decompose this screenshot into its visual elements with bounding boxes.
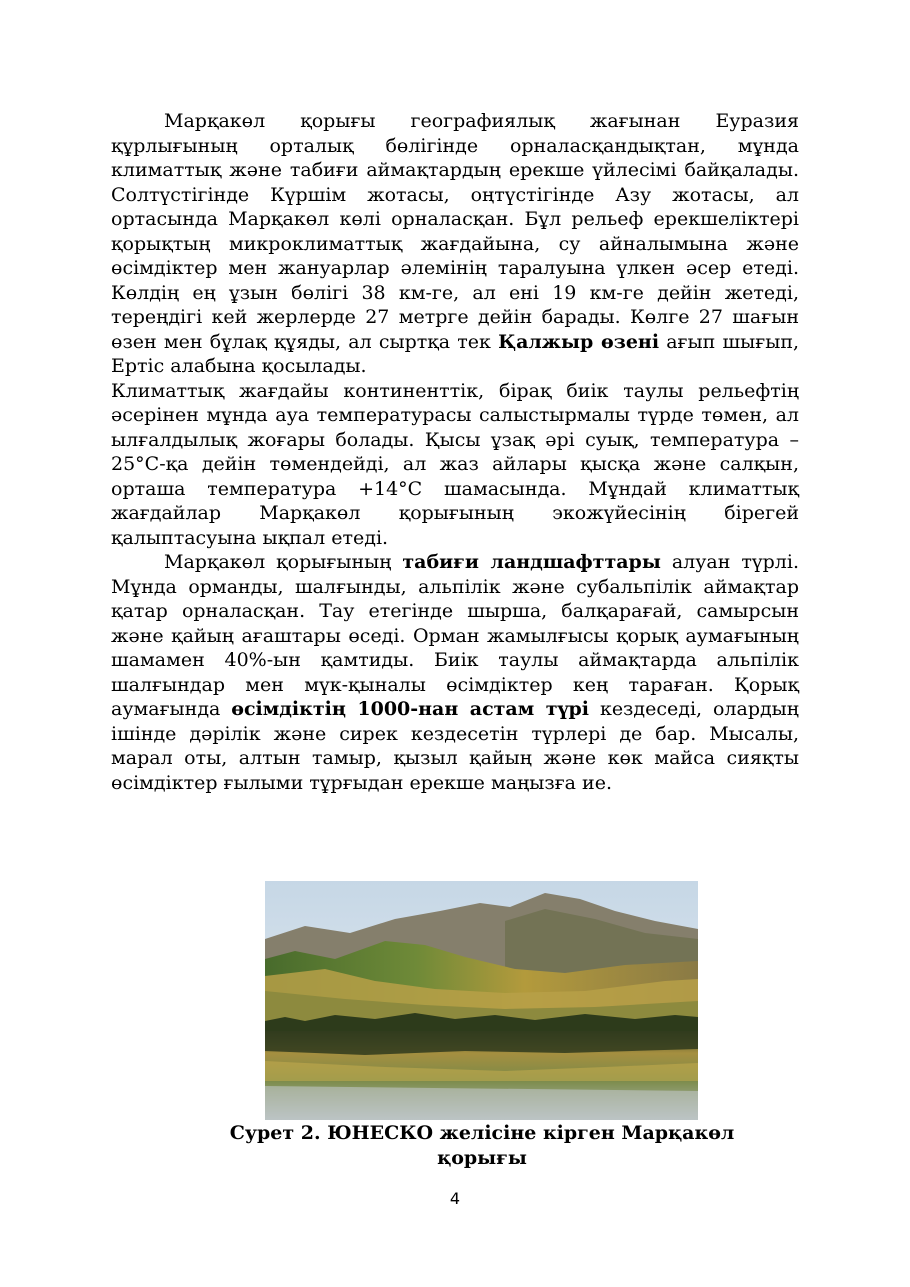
text-segment: ағып шығып, Ертіс алабына қосылады. [111,330,800,377]
caption-line-1: Сурет 2. ЮНЕСКО желісіне кірген Марқакөл [229,1122,735,1144]
caption-line-2: қорығы [437,1146,527,1169]
bold-term-kalzhyr-river: Қалжыр өзені [498,330,660,353]
text-segment: Марқакөл қорығы географиялық жағынан Еуразия құрлығының орталық бөлігінде орналасқандықтан, мұнда климаттық және табиғи аймақтардың ерекше үйлесімі байқалады. Солтүстігінде Күршім жотасы, оңтүстігінде Азу жотасы, ал ортасында Марқакөл көлі орналасқан. Бұл рельеф ерекшеліктері қорықтың микроклиматтық жағдайына, су айналымына және өсімдіктер мен жануарлар әлемінің таралуына үлкен әсер етеді. Көлдің ең ұзын бөлігі 38 км-ге, ал ені 19 км-ге дейін жетеді, тереңдігі кей жерлерде 27 метрге дейін барады. Көлге 27 шағын өзен мен бұлақ құяды, ал сыртқа тек [111,110,799,353]
lake-landscape-photo [265,881,698,1120]
bold-term-natural-landscapes: табиғи ландшафттары [402,551,661,573]
text-segment: алуан түрлі. Мұнда орманды, шалғынды, альпілік және субальпілік аймақтар қатар орналасқан. Тау етегінде шырша, балқарағай, самырсын және қайың ағаштары өседі. Орман жамылғысы қорық аумағының шамамен 40%-ын қамтиды. Биік таулы аймақтарда альпілік шалғындар мен мүк-қыналы өсімдіктер кең тараған. Қорық аумағында [111,551,799,720]
text-segment: кездеседі, олардың ішінде дәрілік және сирек кездесетін түрлері де бар. Мысалы, марал оты, алтын тамыр, қызыл қайың және көк майса сияқты өсімдіктер ғылыми тұрғыдан ерекше маңызға ие. [111,698,799,794]
paragraph-3 [111,550,799,795]
paragraph-1 [111,109,799,379]
paragraph-2 [111,379,799,551]
page-number: 4 [449,1189,461,1208]
text-segment: Марқакөл қорығының [164,551,403,573]
bold-term-plant-species: өсімдіктің 1000-нан астам түрі [231,698,590,720]
text-segment: Климаттық жағдайы континенттік, бірақ биік таулы рельефтің әсерінен мұнда ауа температурасы салыстырмалы түрде төмен, ал ылғалдылық жоғары болады. Қысы ұзақ әрі суық, температура –25°C-қа дейін төмендейді, ал жаз айлары қысқа және салқын, орташа температура +14°C шамасында. Мұндай климаттық жағдайлар Марқакөл қорығының экожүйесінің бірегей қалыптасуына ықпал етеді. [111,379,799,549]
body-text [111,109,799,795]
figure-caption [150,1121,814,1170]
